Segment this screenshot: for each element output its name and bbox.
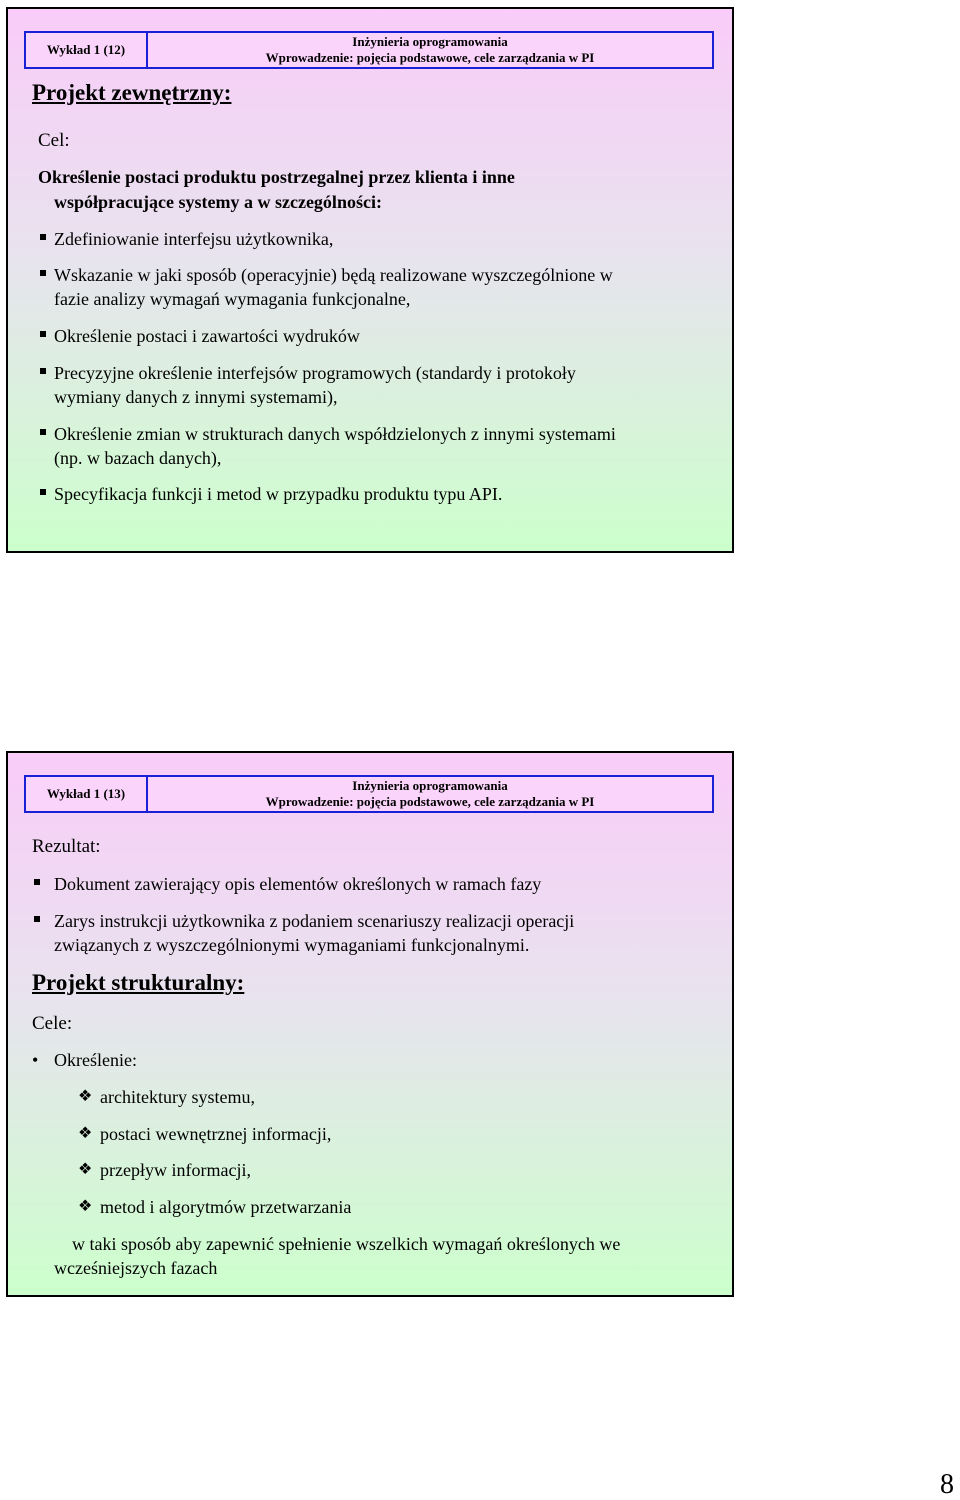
square-bullet-icon bbox=[40, 234, 46, 240]
list-item: Wskazanie w jaki sposób (operacyjnie) będą realizowane wyszczególnione w bbox=[54, 265, 613, 285]
list-item: Precyzyjne określenie interfejsów programowych (standardy i protokoły bbox=[54, 363, 576, 383]
square-bullet-icon bbox=[34, 879, 40, 885]
square-bullet-icon bbox=[40, 331, 46, 337]
goals-label: Cele: bbox=[32, 1013, 73, 1034]
list-item-continuation: fazie analizy wymagań wymagania funkcjonalne, bbox=[54, 289, 411, 309]
diamond-bullet-icon: ❖ bbox=[78, 1198, 93, 1215]
sub-list-item: postaci wewnętrznej informacji, bbox=[100, 1124, 332, 1144]
list-item: Specyfikacja funkcji i metod w przypadku produktu typu API. bbox=[54, 484, 503, 504]
lecture-topic: Wprowadzenie: pojęcia podstawowe, cele zarządzania w PI bbox=[265, 794, 595, 809]
square-bullet-icon bbox=[34, 916, 40, 922]
list-item-continuation: związanych z wyszczególnionymi wymaganiami funkcjonalnymi. bbox=[54, 935, 530, 955]
slide-header bbox=[24, 31, 714, 69]
list-item-continuation: (np. w bazach danych), bbox=[54, 448, 222, 468]
list-item: Dokument zawierający opis elementów określonych w ramach fazy bbox=[54, 874, 542, 894]
lecture-number: Wykład 1 (13) bbox=[26, 777, 148, 811]
slide-title: Projekt strukturalny: bbox=[32, 970, 245, 995]
square-bullet-icon bbox=[40, 429, 46, 435]
list-item-continuation: wymiany danych z innymi systemami), bbox=[54, 387, 338, 407]
list-item: Określenie postaci i zawartości wydruków bbox=[54, 326, 360, 346]
page-number: 8 bbox=[940, 1469, 954, 1500]
closing-line-1: w taki sposób aby zapewnić spełnienie wszelkich wymagań określonych we bbox=[72, 1234, 621, 1254]
diamond-bullet-icon: ❖ bbox=[78, 1125, 93, 1142]
determination-label: Określenie: bbox=[54, 1050, 137, 1070]
sub-list-item: metod i algorytmów przetwarzania bbox=[100, 1197, 352, 1217]
intro-line-2: współpracujące systemy a w szczególności: bbox=[54, 192, 382, 212]
diamond-bullet-icon: ❖ bbox=[78, 1161, 93, 1178]
intro-line-1: Określenie postaci produktu postrzegalnej przez klienta i inne bbox=[38, 167, 515, 187]
dot-bullet-icon: • bbox=[32, 1050, 39, 1070]
list-item: Określenie zmian w strukturach danych współdzielonych z innymi systemami bbox=[54, 424, 616, 444]
course-title bbox=[148, 33, 712, 67]
slide-header bbox=[24, 775, 714, 813]
square-bullet-icon bbox=[40, 368, 46, 374]
lecture-number: Wykład 1 (12) bbox=[26, 33, 148, 67]
lecture-topic: Wprowadzenie: pojęcia podstawowe, cele zarządzania w PI bbox=[265, 50, 595, 65]
closing-line-2: wcześniejszych fazach bbox=[54, 1258, 218, 1278]
list-item: Zdefiniowanie interfejsu użytkownika, bbox=[54, 229, 334, 249]
diamond-bullet-icon: ❖ bbox=[78, 1088, 93, 1105]
square-bullet-icon bbox=[40, 489, 46, 495]
sub-list-item: przepływ informacji, bbox=[100, 1160, 251, 1180]
goal-label: Cel: bbox=[38, 130, 70, 151]
course-name: Inżynieria oprogramowania bbox=[352, 34, 508, 49]
slide-13 bbox=[6, 751, 734, 1297]
course-name: Inżynieria oprogramowania bbox=[352, 778, 508, 793]
result-label: Rezultat: bbox=[32, 836, 101, 857]
slide-12 bbox=[6, 7, 734, 553]
square-bullet-icon bbox=[40, 270, 46, 276]
sub-list-item: architektury systemu, bbox=[100, 1087, 255, 1107]
course-title bbox=[148, 777, 712, 811]
list-item: Zarys instrukcji użytkownika z podaniem scenariuszy realizacji operacji bbox=[54, 911, 575, 931]
slide-title: Projekt zewnętrzny: bbox=[32, 80, 232, 105]
